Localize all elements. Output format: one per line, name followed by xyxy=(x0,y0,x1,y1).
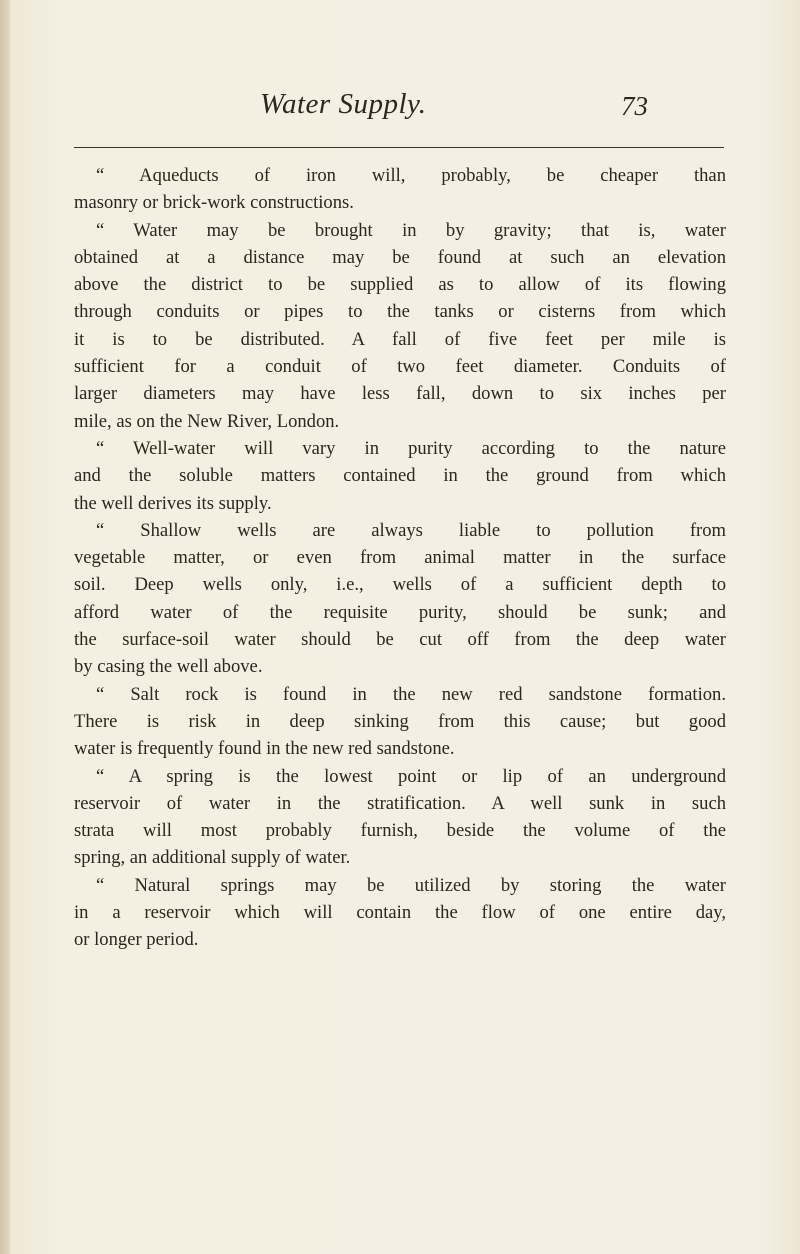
text-line: “ Aqueducts of iron will, probably, be cheaper than xyxy=(96,165,726,186)
text-line: the surface-soil water should be cut off from the deep water xyxy=(74,629,726,651)
paragraph xyxy=(74,162,726,217)
text-line: obtained at a distance may be found at such an elevation xyxy=(74,246,726,268)
body-text xyxy=(74,162,726,954)
text-line: larger diameters may have less fall, down to six inches per xyxy=(74,383,726,405)
text-line: “ A spring is the lowest point or lip of an underground xyxy=(96,765,726,787)
text-line: in a reservoir which will contain the flow of one entire day, xyxy=(74,902,726,924)
running-title: Water Supply. xyxy=(260,88,427,120)
text-line: “ Salt rock is found in the new red sandstone formation. xyxy=(96,683,726,705)
text-line: “ Water may be brought in by gravity; that is, water xyxy=(96,219,726,241)
paragraph xyxy=(74,217,726,435)
paragraph xyxy=(74,517,726,681)
text-line: it is to be distributed. A fall of five feet per mile is xyxy=(74,328,726,350)
text-line: water is frequently found in the new red sandstone. xyxy=(74,738,455,760)
text-line: soil. Deep wells only, i.e., wells of a sufficient depth to xyxy=(74,574,726,596)
text-line: above the district to be supplied as to allow of its flowing xyxy=(74,274,726,296)
text-line: or longer period. xyxy=(74,929,199,951)
text-line: spring, an additional supply of water. xyxy=(74,847,351,869)
text-line: mile, as on the New River, London. xyxy=(74,410,340,432)
text-line: afford water of the requisite purity, should be sunk; and xyxy=(74,601,726,623)
paragraph xyxy=(74,872,726,954)
text-line: vegetable matter, or even from animal matter in the surface xyxy=(74,547,726,569)
text-line: sufficient for a conduit of two feet diameter. Conduits of xyxy=(74,356,726,378)
text-line: “ Natural springs may be utilized by storing the water xyxy=(96,874,726,896)
paragraph xyxy=(74,435,726,517)
text-line: reservoir of water in the stratification. A well sunk in such xyxy=(74,792,726,814)
page-header xyxy=(74,88,724,134)
text-line: masonry or brick-work constructions. xyxy=(74,192,354,214)
text-line: by casing the well above. xyxy=(74,656,263,678)
text-line: through conduits or pipes to the tanks or cisterns from which xyxy=(74,301,726,323)
text-line: “ Well-water will vary in purity according to the nature xyxy=(96,437,726,459)
text-line: There is risk in deep sinking from this cause; but good xyxy=(74,710,726,732)
page-gutter-shadow xyxy=(0,0,10,1254)
paragraph xyxy=(74,763,726,872)
text-line: the well derives its supply. xyxy=(74,492,272,514)
page-number: 73 xyxy=(621,91,648,121)
header-rule xyxy=(74,147,724,148)
text-line: and the soluble matters contained in the ground from which xyxy=(74,465,726,487)
text-line: “ Shallow wells are always liable to pollution from xyxy=(96,519,726,541)
text-line: strata will most probably furnish, beside the volume of the xyxy=(74,820,726,842)
paragraph xyxy=(74,681,726,763)
